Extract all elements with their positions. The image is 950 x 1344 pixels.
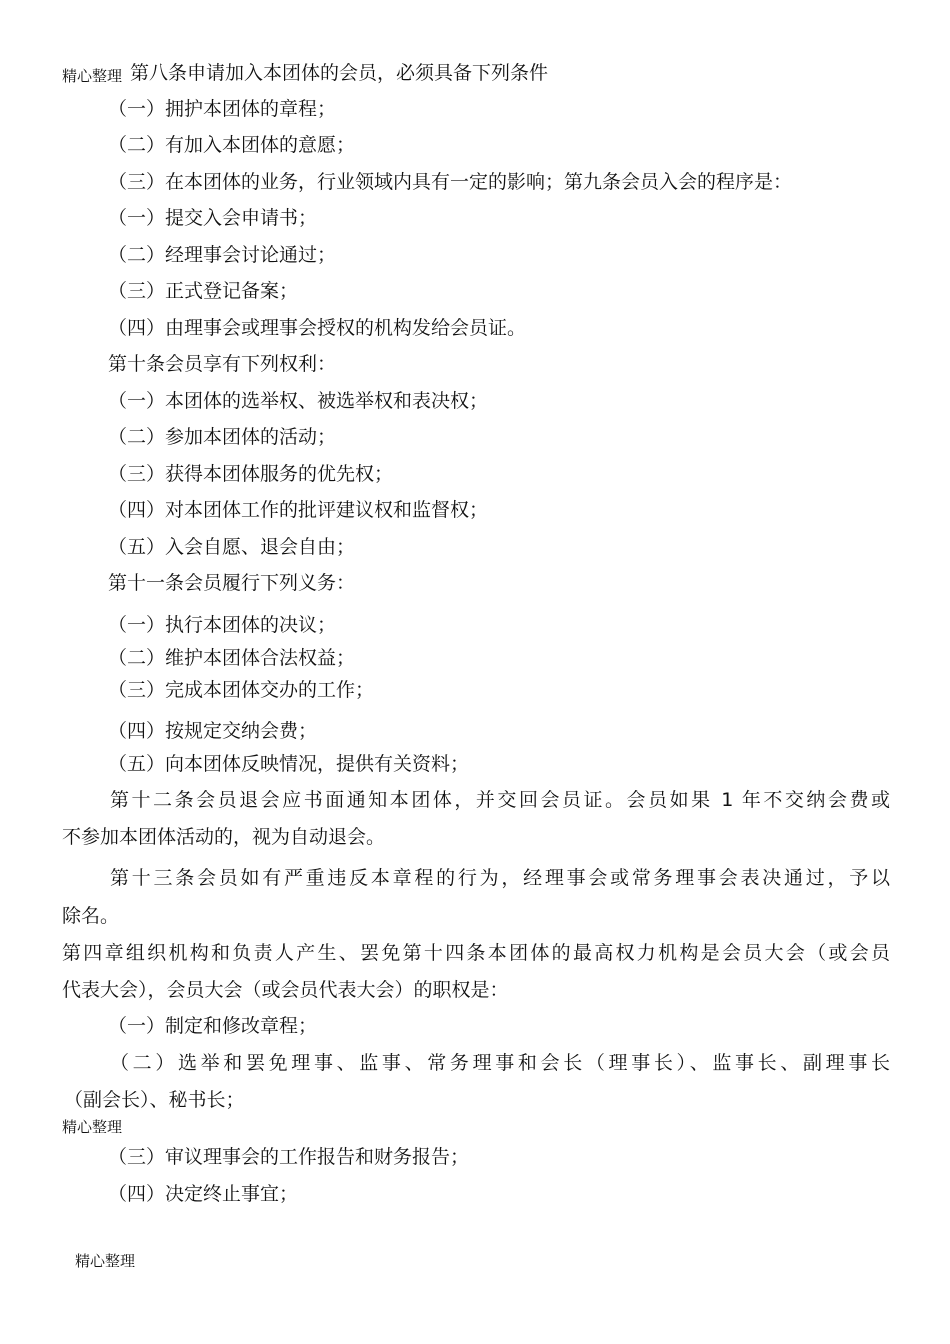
watermark-top: 精心整理 (62, 67, 123, 85)
article-10-heading: 第十条会员享有下列权利： (108, 353, 337, 375)
list-item: （三）获得本团体服务的优先权； (108, 463, 394, 485)
chapter-4-line-1: 第四章组织机构和负责人产生、罢免第十四条本团体的最高权力机构是会员大会（或会员 (62, 942, 890, 964)
watermark-footer: 精心整理 (75, 1252, 136, 1270)
list-item: （二）选举和罢免理事、监事、常务理事和会长（理事长）、监事长、副理事长 (110, 1052, 890, 1074)
list-item: （四）决定终止事宜； (108, 1183, 299, 1205)
watermark-mid: 精心整理 (62, 1118, 123, 1136)
list-item: （三）完成本团体交办的工作； (108, 679, 375, 701)
list-item: （四）按规定交纳会费； (108, 720, 318, 742)
list-item: （三）审议理事会的工作报告和财务报告； (108, 1146, 470, 1168)
list-item: （四）由理事会或理事会授权的机构发给会员证。 (108, 317, 527, 339)
article-13-line-1: 第十三条会员如有严重违反本章程的行为，经理事会或常务理事会表决通过，予以 (110, 867, 890, 889)
list-item: （一）提交入会申请书； (108, 207, 318, 229)
article-12-line-2: 不参加本团体活动的，视为自动退会。 (62, 826, 386, 848)
list-item: （五）入会自愿、退会自由； (108, 536, 356, 558)
list-item: （五）向本团体反映情况，提供有关资料； (108, 753, 470, 775)
article-13-line-2: 除名。 (62, 905, 120, 927)
list-item: （二）参加本团体的活动； (108, 426, 337, 448)
list-item: （三）在本团体的业务，行业领域内具有一定的影响；第九条会员入会的程序是： (108, 171, 793, 193)
list-item: （二）有加入本团体的意愿； (108, 134, 356, 156)
article-8-heading: 第八条申请加入本团体的会员，必须具备下列条件 (130, 62, 549, 84)
article-12-line-1: 第十二条会员退会应书面通知本团体，并交回会员证。会员如果 1 年不交纳会费或 (110, 789, 890, 811)
list-item: （三）正式登记备案； (108, 280, 299, 302)
list-item: （一）执行本团体的决议； (108, 614, 337, 636)
list-item: （二）经理事会讨论通过； (108, 244, 337, 266)
list-item: （一）本团体的选举权、被选举权和表决权； (108, 390, 489, 412)
list-item: （四）对本团体工作的批评建议权和监督权； (108, 499, 489, 521)
list-item: （一）制定和修改章程； (108, 1015, 318, 1037)
article-11-heading: 第十一条会员履行下列义务： (108, 572, 356, 594)
chapter-4-line-2: 代表大会），会员大会（或会员代表大会）的职权是： (62, 979, 509, 1001)
list-item: （二）维护本团体合法权益； (108, 647, 356, 669)
list-item: （一）拥护本团体的章程； (108, 98, 337, 120)
list-item-continuation: （副会长）、秘书长； (64, 1089, 245, 1111)
